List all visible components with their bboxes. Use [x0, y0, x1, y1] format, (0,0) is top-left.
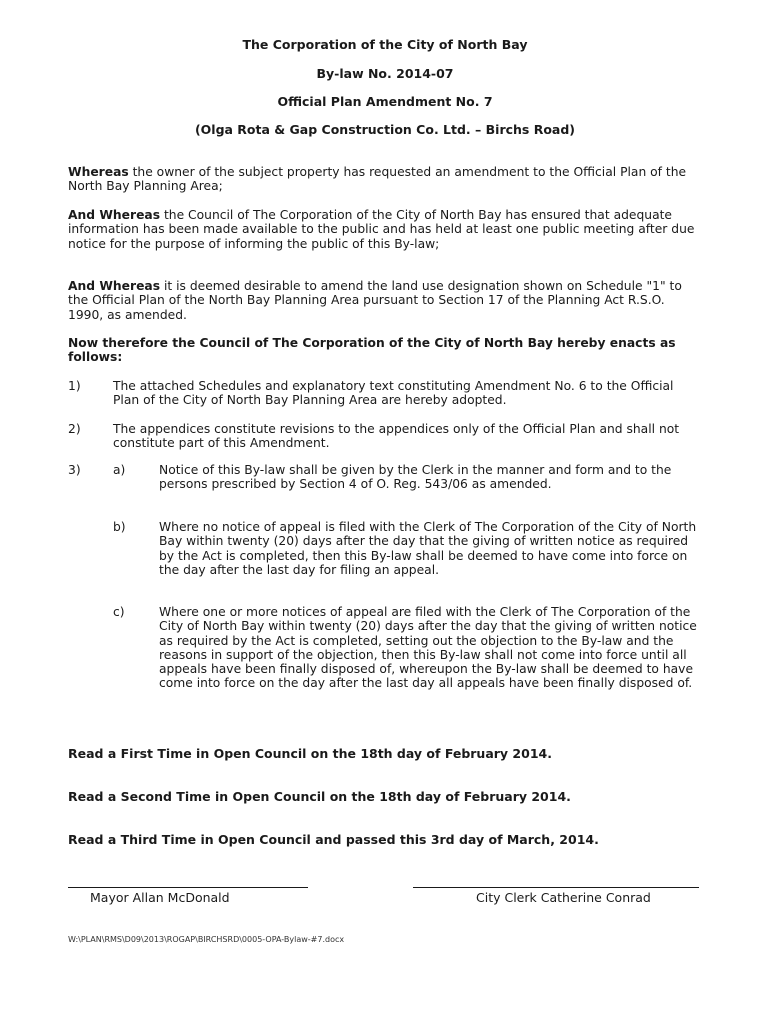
clause-3b-text: Where no notice of appeal is filed with the Clerk of The Corporation of the City of North Bay within twenty (20) days after the day that the giving of written notice as required by the Act is completed, then this By-law shall be deemed to have come into force on the day after the last day for filing an appeal. [159, 520, 697, 577]
clause-3b-label: b) [113, 520, 126, 534]
recital-1-lead: Whereas [68, 165, 129, 179]
clause-1-text: The attached Schedules and explanatory text constituting Amendment No. 6 to the Official Plan of the City of North Bay Planning Area are hereby adopted. [113, 379, 674, 408]
clause-2-text: The appendices constitute revisions to the appendices only of the Official Plan and shall not constitute part of this Amendment. [113, 422, 680, 451]
recital-2-lead: And Whereas [68, 208, 161, 222]
recital-3-text: it is deemed desirable to amend the land use designation shown on Schedule "1" to the Official Plan of the North Bay Planning Area pursuant to Section 17 of the Planning Act R.S.O. 1990, as amended. [68, 279, 682, 322]
clerk-signature-line [413, 887, 699, 888]
recital-2 [68, 208, 700, 251]
amendment-title: Official Plan Amendment No. 7 [277, 94, 493, 109]
third-reading: Read a Third Time in Open Council and passed this 3rd day of March, 2014. [68, 832, 599, 847]
mayor-signature-line [68, 887, 308, 888]
clause-1-number: 1) [68, 379, 81, 393]
clerk-name: City Clerk Catherine Conrad [476, 890, 651, 905]
second-reading: Read a Second Time in Open Council on the 18th day of February 2014. [68, 789, 571, 804]
subject-line: (Olga Rota & Gap Construction Co. Ltd. – Birchs Road) [194, 122, 576, 137]
clause-3a-label: a) [113, 463, 126, 477]
first-reading: Read a First Time in Open Council on the 18th day of February 2014. [68, 746, 552, 761]
clause-3a-text: Notice of this By-law shall be given by the Clerk in the manner and form and to the persons prescribed by Section 4 of O. Reg. 543/06 as amended. [159, 463, 672, 492]
recital-1 [68, 165, 700, 194]
recital-1-text: the owner of the subject property has requested an amendment to the Official Plan of the North Bay Planning Area; [68, 165, 687, 194]
clause-3c-text: Where one or more notices of appeal are filed with the Clerk of The Corporation of the City of North Bay within twenty (20) days after the day that the giving of written notice as required by the Act is completed, setting out the objection to the By-law and the reasons in support of the objection, then this By-law shall not come into force until all appeals have been finally disposed of, whereupon the By-law shall be deemed to have come into force on the day after the last day all appeals have been finally disposed of. [159, 605, 697, 691]
enacting-clause: Now therefore the Council of The Corporation of the City of North Bay hereby enacts as follows: [68, 336, 676, 365]
clause-3-number: 3) [68, 463, 81, 477]
file-path-footer: W:\PLAN\RMS\D09\2013\ROGAP\BIRCHSRD\0005-OPA-Bylaw-#7.docx [68, 935, 345, 944]
bylaw-number: By-law No. 2014-07 [316, 66, 454, 81]
recital-2-text: the Council of The Corporation of the City of North Bay has ensured that adequate information has been made available to the public and has held at least one public meeting after due notice for the purpose of informing the public of this By-law; [68, 208, 695, 251]
mayor-name: Mayor Allan McDonald [90, 890, 230, 905]
clause-3c-label: c) [113, 605, 125, 619]
corporation-title: The Corporation of the City of North Bay [242, 37, 528, 52]
recital-3 [68, 279, 700, 322]
recital-3-lead: And Whereas [68, 279, 161, 293]
clause-2-number: 2) [68, 422, 81, 436]
